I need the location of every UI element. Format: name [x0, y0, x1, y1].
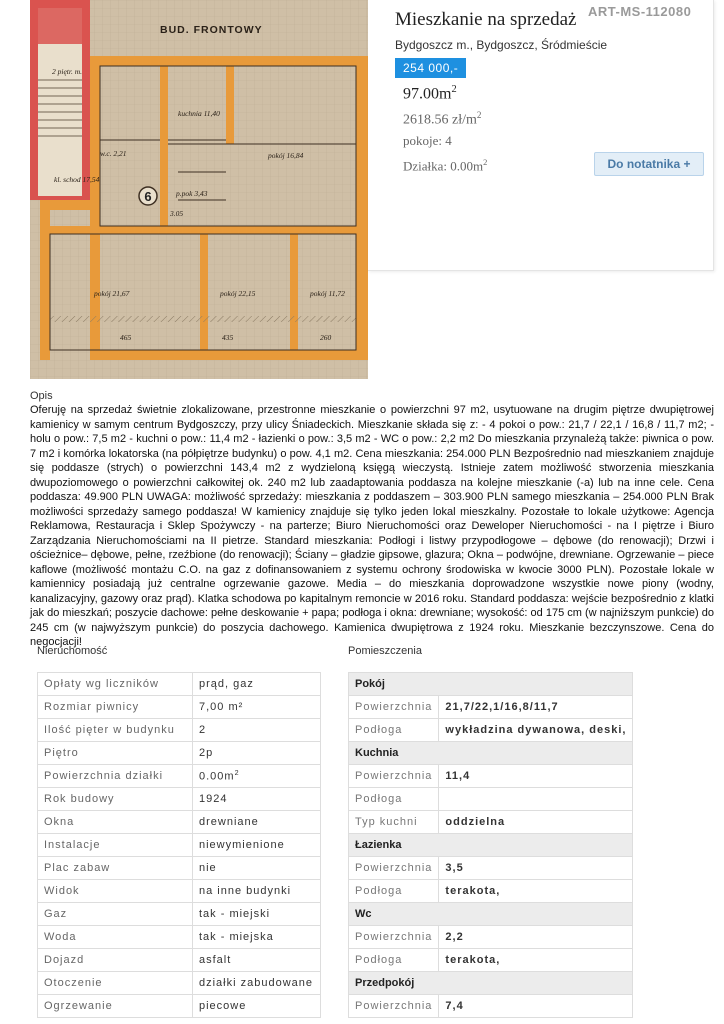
room-attribute-value: wykładzina dywanowa, deski, — [439, 719, 633, 742]
room-group-label: Przedpokój — [349, 972, 633, 995]
room-group-header — [349, 673, 633, 696]
room-group-header — [349, 742, 633, 765]
room-attribute-row — [349, 765, 633, 788]
room-attribute-label: Powierzchnia — [349, 765, 439, 788]
room-attribute-row — [349, 926, 633, 949]
property-value: 1924 — [193, 788, 321, 811]
property-row — [38, 719, 321, 742]
room-attribute-label: Powierzchnia — [349, 995, 439, 1018]
room-group-header — [349, 972, 633, 995]
room-attribute-label: Podłoga — [349, 788, 439, 811]
property-label: Dojazd — [38, 949, 193, 972]
property-label: Rozmiar piwnicy — [38, 696, 193, 719]
plan-header: BUD. FRONTOWY — [160, 24, 263, 36]
listing-area: $97.00m^2$ — [403, 84, 457, 103]
property-value: tak - miejska — [193, 926, 321, 949]
reference-code: ART-MS-112080 — [588, 4, 692, 19]
description-text: Oferuję na sprzedaż świetnie zlokalizowane, przestronne mieszkanie o powierzchni 97 m2, usytuowane na drugim piętrze dwupiętrowej kamienicy w samym centrum Bydgoszczy, przy ulicy Śniadeckich. Mieszkanie składa się z: - 4 pokoi o pow.: 21,7 / 22,1 / 16,8 / 11,7 m2; - holu o pow.: 7,5 m2 - kuchni o pow.: 11,4 m2 - łazienki o pow.: 3,5 m2 - WC o pow.: 2,2 m2 Do mieszkania przynależą także: piwnica o pow. 7 m2 i komórka lokatorska (na półpiętrze budynku) o pow. 4,1 m2. Cena mieszkania: 254.000 PLN Bezpośrednio nad mieszkaniem znajduje się poddasze (strych) o powierzchni 143,4 m2 z wydzieloną księgą wieczystą. Istnieje zatem możliwość stworzenia mieszkania dwupoziomowego o powierzchni całkowitej ok. 240 m2 lub zaadaptowania poddasza na kolejne mieszkanie (-a) lub na inne cele. Cena poddasza: 49.900 PLN UWAGA: możliwość sprzedaży: mieszkania z poddaszem – 303.900 PLN samego mieszkania – 254.000 PLN Brak możliwości sprzedaży samego poddasza! W kamienicy znajduje się tylko jeden lokal mieszkalny. Pozostałe to lokale użytkowe: Agencja Reklamowa, Restauracja i Sklep Spożywczy - na parterze; Biuro Nieruchomości oraz Deweloper Nieruchomości - na I piętrze i Biuro Zarządzania Nieruchomościami na II pietrze. Standard mieszkania: Podłogi i listwy przypodłogowe – dębowe (do renowacji); Drzwi i ościeżnice– dębowe, pełne, rzeźbione (do renowacji); Ściany – gładzie gipsowe, glazura; Okna – podwójne, drewniane. Ogrzewanie – piece kaflowe (możliwość montażu C.O. na gaz z dofinansowaniem z systemu ochrony środowiska w kwocie 3000 PLN). Pozostałe lokale w kamiennicy posiadają już centralne ogrzewanie gazowe. Media – do mieszkania doprowadzone wszystkie nowe piony (wodny, kanalizacyjny, gazowy oraz prąd). Klatka schodowa po kapitalnym remoncie w 2016 roku. Standard poddasza: wejście bezpośrednio z klatki jak do mieszkań; poszycie dachowe: pełne deskowanie + papa; podłoga i okna: drewniane; wysokość: od 175 cm (w najniższym punkcie) do 245 cm (w najwyższym punkcie) do poszycia dachowego. Kamienica dwupiętrowa z 1924 roku. Mieszkanie bezczynszowe. Cena do negocjacji! — [30, 404, 714, 648]
rooms-section-heading: Pomieszczenia — [348, 645, 422, 657]
property-label: Woda — [38, 926, 193, 949]
room-attribute-row — [349, 949, 633, 972]
rooms-table — [348, 672, 633, 1018]
plan-label: 260 — [320, 333, 332, 342]
property-row — [38, 742, 321, 765]
property-row — [38, 765, 321, 788]
room-attribute-row — [349, 811, 633, 834]
room-attribute-value: 7,4 — [439, 995, 633, 1018]
property-value: asfalt — [193, 949, 321, 972]
plan-label: kuchnia 11,40 — [178, 109, 220, 118]
plan-label: kl. schod 17,54 — [54, 175, 100, 184]
property-label: Plac zabaw — [38, 857, 193, 880]
property-row — [38, 696, 321, 719]
room-group-label: Łazienka — [349, 834, 633, 857]
plan-label: pokój 16,84 — [268, 151, 304, 160]
room-attribute-row — [349, 696, 633, 719]
plan-label: p.pok 3,43 — [176, 189, 208, 198]
description-heading: Opis — [30, 390, 53, 402]
plan-label: 3.05 — [170, 209, 184, 218]
room-attribute-value: 2,2 — [439, 926, 633, 949]
room-attribute-row — [349, 857, 633, 880]
plan-label: pokój 22,15 — [220, 289, 256, 298]
room-group-header — [349, 903, 633, 926]
apartment-number: 6 — [144, 189, 152, 204]
property-label: Ogrzewanie — [38, 995, 193, 1018]
property-row — [38, 995, 321, 1018]
property-label: Widok — [38, 880, 193, 903]
listing-location: Bydgoszcz m., Bydgoszcz, Śródmieście — [395, 38, 608, 52]
property-label: Gaz — [38, 903, 193, 926]
property-row — [38, 972, 321, 995]
property-row — [38, 788, 321, 811]
room-group-label: Wc — [349, 903, 633, 926]
plan-label: pokój 21,67 — [94, 289, 130, 298]
property-value: piecowe — [193, 995, 321, 1018]
room-attribute-label: Powierzchnia — [349, 926, 439, 949]
property-value: prąd, gaz — [193, 673, 321, 696]
room-attribute-value: terakota, — [439, 880, 633, 903]
property-label: Opłaty wg liczników — [38, 673, 193, 696]
property-details-table — [37, 672, 321, 1018]
plan-label: pokój 11,72 — [310, 289, 345, 298]
room-attribute-row — [349, 719, 633, 742]
room-attribute-value: 21,7/22,1/16,8/11,7 — [439, 696, 633, 719]
add-to-notebook-button[interactable]: Do notatnika + — [594, 152, 704, 176]
property-value: drewniane — [193, 811, 321, 834]
property-row — [38, 857, 321, 880]
room-group-label: Pokój — [349, 673, 633, 696]
floor-plan-image — [30, 0, 368, 379]
room-attribute-value: terakota, — [439, 949, 633, 972]
room-attribute-label: Podłoga — [349, 949, 439, 972]
property-label: Okna — [38, 811, 193, 834]
room-group-label: Kuchnia — [349, 742, 633, 765]
room-attribute-label: Podłoga — [349, 880, 439, 903]
property-label: Powierzchnia działki — [38, 765, 193, 788]
property-value: niewymienione — [193, 834, 321, 857]
room-attribute-label: Powierzchnia — [349, 696, 439, 719]
rooms-count: pokoje: 4 — [403, 133, 452, 148]
property-value: nie — [193, 857, 321, 880]
property-value: tak - miejski — [193, 903, 321, 926]
property-row — [38, 949, 321, 972]
listing-summary-card — [368, 0, 714, 271]
room-attribute-value: 3,5 — [439, 857, 633, 880]
property-value: $0.00m^2$ — [193, 765, 321, 788]
room-attribute-row — [349, 880, 633, 903]
listing-title: Mieszkanie na sprzedaż — [395, 9, 577, 30]
property-label: Otoczenie — [38, 972, 193, 995]
property-label: Piętro — [38, 742, 193, 765]
room-attribute-label: Podłoga — [349, 719, 439, 742]
price-badge: 254 000,- — [395, 58, 466, 78]
property-label: Rok budowy — [38, 788, 193, 811]
property-row — [38, 903, 321, 926]
room-attribute-value: 11,4 — [439, 765, 633, 788]
room-attribute-row — [349, 788, 633, 811]
plan-label: 435 — [222, 333, 234, 342]
room-attribute-label: Powierzchnia — [349, 857, 439, 880]
room-attribute-value: oddzielna — [439, 811, 633, 834]
property-row — [38, 926, 321, 949]
property-value: 7,00 m² — [193, 696, 321, 719]
property-label: Instalacje — [38, 834, 193, 857]
plot-area: Działka: $0.00m^2$ — [403, 157, 488, 174]
price-per-meter: 2618.56 $zł/m^2$ — [403, 110, 482, 128]
room-attribute-value — [439, 788, 633, 811]
room-attribute-label: Typ kuchni — [349, 811, 439, 834]
room-group-header — [349, 834, 633, 857]
room-attribute-row — [349, 995, 633, 1018]
property-row — [38, 880, 321, 903]
plan-label: 465 — [120, 333, 132, 342]
plan-label: 2 piętr. m. — [52, 67, 82, 76]
plan-label: w.c. 2,21 — [100, 149, 127, 158]
property-row — [38, 673, 321, 696]
property-row — [38, 811, 321, 834]
property-value: działki zabudowane — [193, 972, 321, 995]
property-label: Ilość pięter w budynku — [38, 719, 193, 742]
property-value: 2p — [193, 742, 321, 765]
property-section-heading: Nieruchomość — [37, 645, 108, 657]
property-row — [38, 834, 321, 857]
property-value: na inne budynki — [193, 880, 321, 903]
property-value: 2 — [193, 719, 321, 742]
